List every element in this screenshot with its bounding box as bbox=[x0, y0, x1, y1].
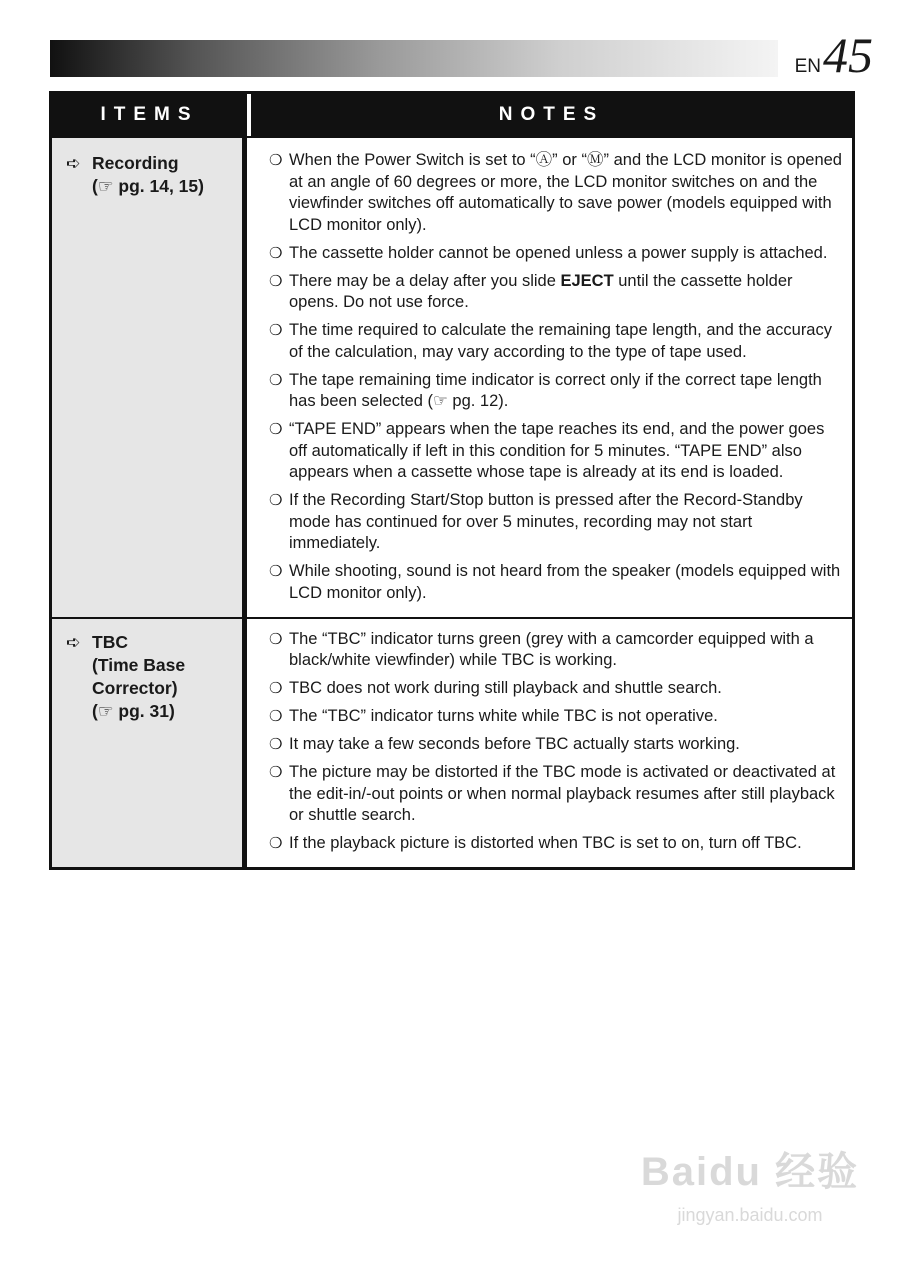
circle-bullet-icon: ❍ bbox=[269, 764, 283, 781]
watermark-logo: Baidu 经验 bbox=[640, 1150, 860, 1194]
circle-bullet-icon: ❍ bbox=[269, 492, 283, 509]
page-number-value: 45 bbox=[823, 27, 873, 83]
circle-bullet-icon: ❍ bbox=[269, 708, 283, 725]
list-item: ❍ The cassette holder cannot be opened unless a power supply is attached. bbox=[269, 243, 842, 265]
circle-bullet-icon: ❍ bbox=[269, 736, 283, 753]
items-column-header: ITEMS bbox=[52, 94, 251, 136]
circle-bullet-icon: ❍ bbox=[269, 371, 283, 389]
circle-bullet-icon: ❍ bbox=[269, 322, 283, 339]
arrow-right-icon: ➪ bbox=[66, 631, 81, 652]
notes-cell-tbc bbox=[247, 619, 852, 868]
eject-label: EJECT bbox=[560, 271, 614, 290]
circle-bullet-icon: ❍ bbox=[269, 152, 283, 169]
arrow-right-icon: ➪ bbox=[66, 153, 81, 173]
item-cell-recording bbox=[52, 138, 247, 617]
list-item: ❍ The “TBC” indicator turns green (grey with a camcorder equipped with a black/white viewfinder) while TBC is working. bbox=[269, 629, 842, 672]
item-subtitle: (Time Base bbox=[92, 654, 186, 675]
watermark-url: jingyan.baidu.com bbox=[677, 1205, 823, 1225]
list-item: ❍ “TAPE END” appears when the tape reaches its end, and the power goes off automatically if left in this condition for 5 minutes. “TAPE END” also appears when a cassette whose tape is already at its end is loaded. bbox=[269, 419, 842, 484]
watermark bbox=[640, 1140, 860, 1260]
circle-bullet-icon: ❍ bbox=[269, 680, 283, 697]
circle-bullet-icon: ❍ bbox=[269, 835, 283, 852]
table-row-recording bbox=[52, 136, 852, 617]
item-page-ref: (☞ pg. 31) bbox=[92, 700, 175, 721]
notes-table bbox=[49, 91, 855, 870]
list-item: ❍ TBC does not work during still playback and shuttle search. bbox=[269, 678, 842, 700]
list-item: ❍ The picture may be distorted if the TBC mode is activated or deactivated at the edit-in/-out points or when normal playback resumes after still playback or shuttle search. bbox=[269, 762, 842, 827]
notes-column-header: NOTES bbox=[498, 104, 605, 125]
item-cell-tbc bbox=[52, 619, 247, 868]
header-gradient-bar bbox=[50, 40, 778, 77]
page-lang: EN bbox=[794, 56, 821, 77]
list-item: ❍ The “TBC” indicator turns white while TBC is not operative. bbox=[269, 706, 842, 728]
table-row-tbc bbox=[52, 617, 852, 868]
item-title: TBC bbox=[92, 631, 128, 652]
circle-bullet-icon: ❍ bbox=[269, 630, 283, 648]
circle-bullet-icon: ❍ bbox=[269, 421, 283, 438]
list-item: ❍ The time required to calculate the remaining tape length, and the accuracy of the calculation, may vary according to the type of tape used. bbox=[269, 320, 842, 363]
item-title: Recording bbox=[92, 153, 179, 173]
circle-bullet-icon: ❍ bbox=[269, 272, 283, 290]
item-page-ref: (☞ pg. 14, 15) bbox=[92, 176, 204, 196]
list-item: ❍ There may be a delay after you slide EJECT until the cassette holder opens. Do not use force. bbox=[269, 271, 842, 314]
page-number bbox=[794, 27, 873, 83]
item-subtitle: Corrector) bbox=[92, 677, 178, 698]
notes-cell-recording bbox=[247, 138, 852, 617]
list-item: ❍ If the Recording Start/Stop button is pressed after the Record-Standby mode has continued for over 5 minutes, recording may not start immediately. bbox=[269, 490, 842, 555]
list-item: ❍ It may take a few seconds before TBC actually starts working. bbox=[269, 734, 842, 756]
list-item: ❍ While shooting, sound is not heard from the speaker (models equipped with LCD monitor only). bbox=[269, 561, 842, 604]
table-header bbox=[52, 94, 852, 136]
circle-bullet-icon: ❍ bbox=[269, 563, 283, 580]
list-item: ❍ When the Power Switch is set to “Ⓐ” or “Ⓜ” and the LCD monitor is opened at an angle of 60 degrees or more, the LCD monitor switches on and the viewfinder switches off automatically to save power (models equipped with LCD monitor only). bbox=[269, 150, 842, 236]
list-item: ❍ The tape remaining time indicator is correct only if the correct tape length has been selected (☞ pg. 12). bbox=[269, 370, 842, 413]
circle-bullet-icon: ❍ bbox=[269, 244, 283, 262]
list-item: ❍ If the playback picture is distorted when TBC is set to on, turn off TBC. bbox=[269, 833, 842, 855]
